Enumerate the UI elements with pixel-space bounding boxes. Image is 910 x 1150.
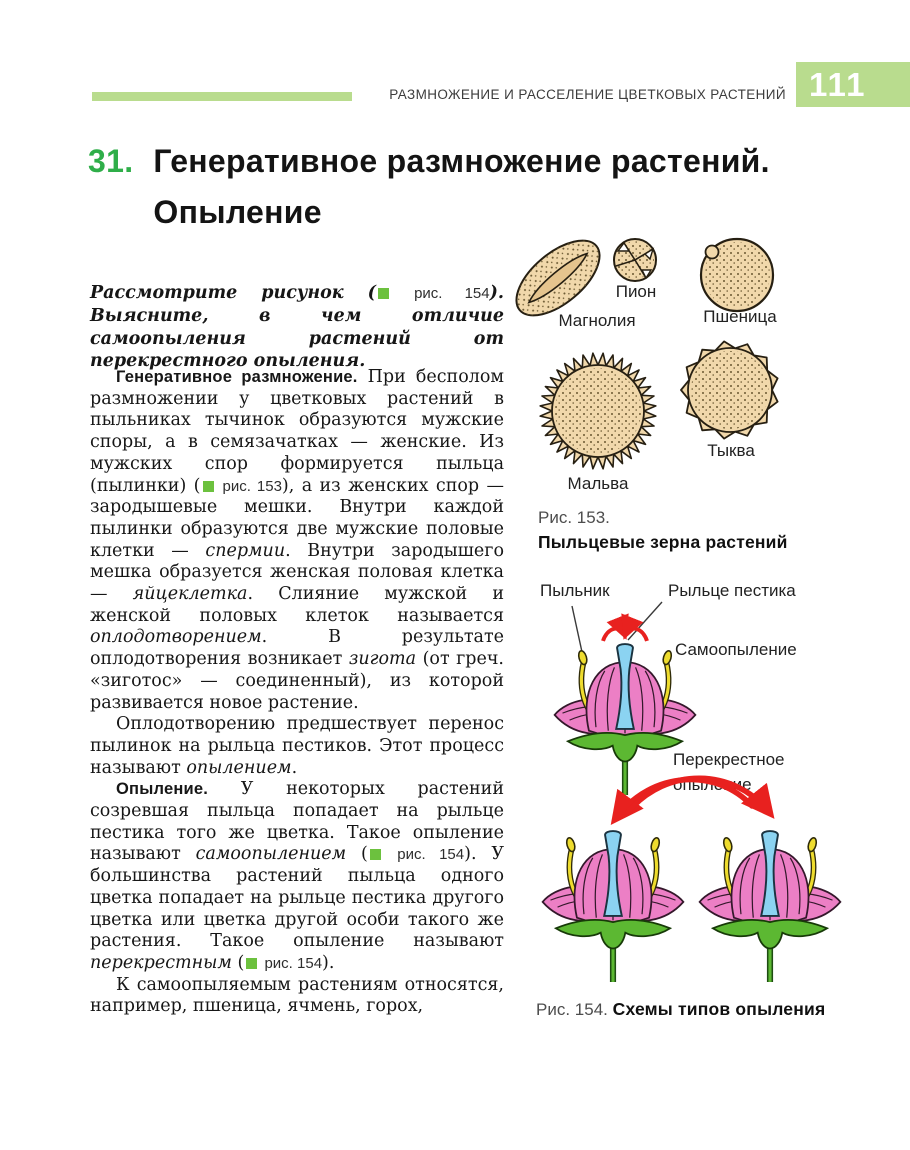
- pumpkin-label: Тыква: [707, 441, 755, 460]
- intro-paragraph: Рассмотрите рисунок ( рис. 154). Выясните, в чем отличие самоопыления растений от перекрестного опыления.: [90, 283, 504, 371]
- paragraph: К самоопыляемым растениям относятся, например, пшеница, ячмень, горох,: [90, 974, 504, 1017]
- figure-reference: рис. 154: [376, 285, 490, 302]
- peony-grain: [614, 239, 656, 281]
- section-number: 31.: [88, 143, 134, 179]
- figure-reference: рис. 154: [244, 955, 322, 972]
- paragraph: Генеративное размножение. При бесполом размножении у цветковых растений в пыльниках тычинок образуются мужские споры, а в семязачатках — женские. Из мужских спор формируется пыльца (пылинки) ( рис. 153), а из женских спор — зародышевые мешки. Внутри каждой пылинки образуются две мужские половые клетки — спермии. Внутри зародышего мешка образуется женская половая клетка — яйцеклетка. Слияние мужской и женской половых клеток называется оплодотворением. В результате оплодотворения возникает зигота (от греч. «зиготос» — соединенный), из которой развивается новое растение.: [90, 367, 504, 713]
- figure-reference-marker-icon: [370, 849, 381, 860]
- paragraph: Оплодотворению предшествует перенос пылинок на рыльца пестиков. Этот процесс называют опылением.: [90, 714, 504, 778]
- self-pollination-label: Самоопыление: [675, 640, 797, 659]
- figure-154-caption-title: Схемы типов опыления: [612, 999, 826, 1019]
- wheat-grain: [701, 239, 773, 311]
- paragraph: Опыление. У некоторых растений созревшая пыльца попадает на рыльце пестика того же цветка. Такое опыление называют самоопылением ( рис. 154). У большинства растений пыльца одного цветка попадает на рыльце пестика другого цветка или цветка другой особи такого же растения. Такое опыление называют перекрестным ( рис. 154).: [90, 779, 504, 973]
- mallow-label: Мальва: [567, 474, 629, 493]
- stigma-label: Рыльце пестика: [668, 581, 796, 600]
- figure-reference-marker-icon: [378, 288, 389, 299]
- page-title: [153, 136, 769, 238]
- mallow-grain: [540, 353, 656, 469]
- magnolia-label: Магнолия: [558, 311, 636, 330]
- peony-label: Пион: [615, 282, 657, 301]
- page-number: 111: [796, 62, 910, 107]
- wheat-label: Пшеница: [703, 307, 777, 326]
- page-title-line2: Опыление: [153, 194, 322, 230]
- figure-153-caption-ref: Рис. 153.: [538, 508, 610, 527]
- figure-reference: рис. 153: [201, 478, 282, 495]
- figure-154-pollination-schemes: [512, 578, 908, 1030]
- anther-callout-line: [572, 606, 582, 652]
- cross-pollination-label-line1: Перекрестное: [673, 750, 785, 769]
- figure-reference-marker-icon: [203, 481, 214, 492]
- body-paragraphs: [90, 367, 504, 1018]
- figure-153-pollen-grains: [512, 230, 908, 500]
- figure-reference-marker-icon: [246, 958, 257, 969]
- anther-label: Пыльник: [540, 581, 610, 600]
- cross-pollination-flower-left: [543, 831, 684, 982]
- figure-154-caption-ref: Рис. 154.: [536, 1000, 608, 1019]
- figure-reference: рис. 154: [368, 846, 464, 863]
- figure-153-caption: [538, 505, 788, 555]
- pumpkin-grain: [681, 341, 778, 438]
- figure-153-caption-title: Пыльцевые зерна растений: [538, 532, 788, 552]
- cross-pollination-flower-right: [700, 831, 841, 982]
- header-divider-bar: [92, 92, 352, 101]
- self-pollination-arrow-left: [603, 629, 624, 641]
- section-heading: [88, 136, 770, 238]
- cross-pollination-label-line2: опыление: [673, 775, 752, 794]
- running-header: РАЗМНОЖЕНИЕ И РАССЕЛЕНИЕ ЦВЕТКОВЫХ РАСТЕНИЙ: [389, 87, 786, 102]
- figure-154-caption: [536, 997, 825, 1022]
- page-title-line1: Генеративное размножение растений.: [153, 143, 770, 179]
